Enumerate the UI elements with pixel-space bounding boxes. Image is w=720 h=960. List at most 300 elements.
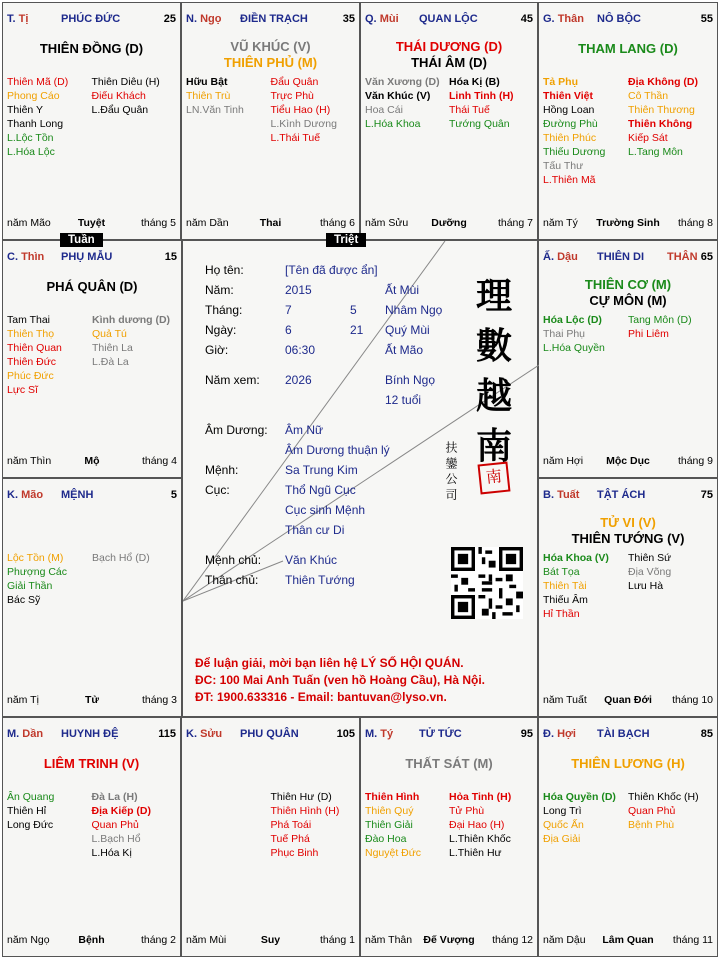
minor-stars [543,313,713,355]
minor-star: Thiên Khốc (H) [628,791,699,803]
palace-dan[interactable] [2,717,181,957]
main-star: PHÁ QUÂN (D) [46,279,138,294]
palace-month: tháng 7 [497,217,533,229]
cuc-3: Thân cư Di [285,523,345,537]
life-stage: Đế Vượng [423,934,475,946]
palace-month: tháng 9 [677,455,713,467]
minor-stars [186,75,355,145]
minor-star: Tiểu Hao (H) [270,104,331,116]
minor-star: Phúc Đức [7,370,54,382]
minor-star: Giải Thần [7,580,53,592]
star-column-right [449,75,533,131]
palace-age: 5 [170,489,177,501]
star-column-left [365,790,449,860]
logo-char-2: 數 [475,325,512,367]
name-label: Họ tên: [205,263,244,277]
minor-star: Hóa Kị (B) [449,76,500,88]
palace-header [543,728,713,742]
palace-header [186,13,355,27]
day-label: Ngày: [205,323,237,337]
palace-name: TÀI BẠCH [597,728,650,740]
palace-age: 55 [700,13,713,25]
earthly-branch: Tuất [557,489,580,501]
minor-star: Tang Môn (D) [628,314,692,326]
palace-header [365,728,533,742]
minor-star: Linh Tinh (H) [449,90,514,102]
cuc-2: Cục sinh Mệnh [285,503,366,517]
minor-star: L.Thiên Khốc [449,833,511,845]
minor-star: Tả Phụ [543,76,579,88]
minor-stars [543,75,713,187]
year-label: Năm: [205,283,234,297]
palace-month: tháng 8 [677,217,713,229]
minor-star: LN.Văn Tinh [186,104,244,116]
minor-star: Thanh Long [7,118,64,130]
day-lunar: Quý Mùi [385,323,430,337]
palace-month: tháng 11 [672,934,713,946]
minor-star: L.Đà La [92,356,129,368]
minor-star: Thiên Phúc [543,132,597,144]
palace-thin[interactable] [2,240,182,478]
palace-month: tháng 3 [141,694,177,706]
minor-star: Bát Tọa [543,566,580,578]
minor-star: Địa Võng [628,566,672,578]
menh-value: Sa Trung Kim [285,463,358,477]
palace-month: tháng 12 [492,934,533,946]
minor-star: Thiên Sứ [628,552,672,564]
palace-footer [7,455,177,469]
contact-footer [195,655,485,706]
minor-star: Thai Phụ [543,328,586,340]
minor-stars [7,313,177,397]
main-star: THIÊN CƠ (M) [584,277,672,292]
heavenly-stem: T. [7,13,16,25]
minor-star: Hồng Loan [543,104,595,116]
life-stage: Thai [259,217,282,229]
heavenly-stem: G. [543,13,555,25]
palace-ti[interactable] [360,717,538,957]
contact-line-3: ĐT: 1900.633316 - Email: bantuvan@lyso.vn. [195,690,447,704]
life-stage: Dưỡng [431,217,467,229]
minor-star: Thiên Thương [628,104,695,116]
minor-stars [543,551,713,621]
earthly-branch: Thân [557,13,584,25]
minor-star: Thiên Thọ [7,328,55,340]
star-column-left [365,75,449,131]
minor-star: Thiên Tài [543,580,587,592]
palace-header [543,489,713,503]
minor-star: Thái Tuế [449,104,490,116]
earthly-branch: Hợi [557,728,576,740]
minor-star: L.Đẩu Quân [91,104,149,116]
minor-star: L.Hóa Khoa [365,118,421,130]
minor-star: Thiên Hư (D) [270,791,332,803]
star-column-left [543,551,628,621]
minor-star: Thiên Quý [365,805,414,817]
red-seal-icon: 南 [478,462,511,495]
star-column-left [543,75,628,187]
minor-star: Kình dương (D) [92,314,171,326]
minor-star: L.Kình Dương [270,118,337,130]
minor-stars [365,75,533,131]
palace-header [7,13,176,27]
heavenly-stem: Q. [365,13,377,25]
palace-age: 115 [158,728,176,740]
minor-star: L.Thiên Mã [543,174,596,186]
palace-month: tháng 2 [140,934,176,946]
minor-star: Hoa Cái [365,104,403,116]
center-info-panel [182,240,538,717]
palace-header [7,251,177,265]
minor-star: Đường Phù [543,118,598,130]
main-star: THÁI ÂM (D) [411,55,487,70]
minor-star: Thiên Giải [365,819,413,831]
minor-star: Hóa Lộc (D) [543,314,602,326]
minor-star: Hỏa Tinh (H) [449,791,512,803]
minor-star: L.Thiên Hư [449,847,502,859]
palace-tuat[interactable] [538,478,718,717]
minor-star: Thiên Hình (H) [270,805,340,817]
heavenly-stem: M. [7,728,20,740]
palace-year: năm Tý [543,217,578,229]
palace-mui[interactable] [360,2,538,240]
palace-header [186,728,355,742]
qr-code-icon[interactable] [451,547,523,619]
earthly-branch: Ngọ [200,13,222,25]
minor-star: Quốc Ấn [543,819,584,831]
logo-char-3: 越 [475,375,512,417]
palace-age: 15 [164,251,177,263]
contact-line-2: ĐC: 100 Mai Anh Tuấn (ven hồ Hoàng Cầu), Hà Nội. [195,673,486,687]
minor-star: Đại Hao (H) [449,819,505,831]
minor-star: Thiên Mã (D) [7,76,69,88]
year-solar: 2015 [285,283,312,297]
palace-footer [365,934,533,948]
life-stage: Tuyệt [77,217,106,229]
minor-stars [543,790,713,846]
star-column-left [7,75,92,159]
minor-star: Bác Sỹ [7,594,41,606]
cuc-1: Thổ Ngũ Cục [285,483,356,497]
star-column-left [543,313,628,355]
minor-star: L.Thái Tuế [270,132,321,144]
minor-star: Hóa Quyền (D) [543,791,616,803]
menh-label: Mệnh: [205,463,239,477]
palace-year: năm Mão [7,217,51,229]
star-column-right [628,313,713,355]
life-stage: Suy [260,934,281,946]
palace-footer [543,934,713,948]
minor-star: Thiên Hỉ [7,805,47,817]
minor-star: Long Đức [7,819,54,831]
palace-header [7,728,176,742]
earthly-branch: Tị [18,13,29,25]
palace-name: ĐIỀN TRẠCH [240,13,308,25]
minor-star: L.Lộc Tồn [7,132,54,144]
palace-age: 85 [700,728,713,740]
than-chu-label: Thân chủ: [205,573,259,587]
view-year-lunar: Bính Ngọ [385,373,436,387]
minor-star: Văn Khúc (V) [365,90,431,102]
minor-star: L.Hóa Lộc [7,146,55,158]
minor-star: Thiên La [92,342,133,354]
palace-year: năm Thân [365,934,413,946]
minor-star: Phục Binh [270,847,319,859]
minor-star: Đà La (H) [91,791,138,803]
palace-month: tháng 1 [319,934,355,946]
star-column-right [628,790,713,846]
palace-age: 25 [163,13,176,25]
main-star: TỬ VI (V) [600,515,656,530]
star-column-right [92,790,177,860]
minor-star: Phong Cáo [7,90,60,102]
palace-name: PHU QUÂN [240,728,299,740]
palace-footer [186,217,355,231]
star-column-left [186,75,271,145]
palace-age: 65 [700,251,713,263]
minor-star: Địa Kiếp (D) [91,805,152,817]
heavenly-stem: C. [7,251,18,263]
contact-line-1: Để luận giải, mời bạn liên hệ LÝ SỐ HỘI QUÁN. [195,656,464,670]
minor-stars [365,790,533,860]
am-duong-label: Âm Dương: [205,423,268,437]
minor-star: Tử Phù [449,805,485,817]
minor-star: Thiên Trù [186,90,231,102]
earthly-branch: Dần [22,728,44,740]
star-column-right [92,551,177,607]
minor-star: Quả Tú [92,328,127,340]
year-lunar: Ất Mùi [385,283,420,297]
than-chu-value: Thiên Tướng [285,573,355,587]
palace-year: năm Mùi [186,934,227,946]
palace-footer [543,217,713,231]
palace-month: tháng 10 [672,694,713,706]
minor-star: Phượng Các [7,566,68,578]
palace-footer [7,217,176,231]
minor-star: Bạch Hổ (D) [92,552,150,564]
minor-star: Hóa Khoa (V) [543,552,609,564]
minor-star: Quan Phủ [91,819,139,831]
minor-star: Đẩu Quân [270,76,319,88]
main-star: THIÊN ĐỒNG (D) [39,41,144,56]
earthly-branch: Sửu [200,728,223,740]
palace-name: THIÊN DI [597,251,645,263]
star-column-right [271,790,356,860]
main-star: CỰ MÔN (M) [589,293,667,308]
main-star: VŨ KHÚC (V) [230,39,311,54]
minor-star: Địa Không (D) [628,76,698,88]
minor-star: Kiếp Sát [628,132,668,144]
main-star: THAM LANG (D) [578,41,678,56]
life-stage: Mộc Dục [606,455,650,467]
star-column-right [271,75,356,145]
palace-year: năm Tị [7,694,39,706]
palace-header [543,13,713,27]
logo-char-4: 南 [475,425,512,467]
earthly-branch: Tý [380,728,394,740]
main-star: THẤT SÁT (M) [405,756,493,771]
minor-star: L.Bạch Hổ [91,833,141,845]
palace-suu[interactable] [181,717,360,957]
minor-star: L.Tang Môn [628,146,683,158]
hour-label: Giờ: [205,343,229,357]
palace-dau[interactable] [538,240,718,478]
main-star: LIÊM TRINH (V) [43,756,140,771]
hour-solar: 06:30 [285,343,316,357]
palace-ty[interactable] [2,2,181,240]
minor-star: Ân Quang [7,791,55,803]
minor-star: Lực Sĩ [7,384,38,396]
palace-age: 45 [520,13,533,25]
day-solar: 6 [285,323,292,337]
minor-star: Thiên Quan [7,342,62,354]
main-star: THIÊN PHỦ (M) [223,55,318,70]
star-column-left [7,790,92,860]
palace-than[interactable] [538,2,718,240]
minor-star: Hữu Bật [186,76,228,88]
palace-footer [7,934,176,948]
palace-footer [186,934,355,948]
palace-age: 35 [342,13,355,25]
palace-year: năm Hợi [543,455,584,467]
view-year-label: Năm xem: [205,373,260,387]
minor-star: L.Hóa Kị [91,847,132,859]
life-stage: Quan Đới [604,694,652,706]
palace-name: TỬ TỨC [419,728,462,740]
tuan-tag: Tuần [60,233,103,247]
palace-age: 105 [336,728,355,740]
palace-mao[interactable] [2,478,182,717]
earthly-branch: Dậu [557,251,578,263]
name-value: [Tên đã được ẩn] [285,263,378,277]
star-column-right [628,75,713,187]
earthly-branch: Thìn [21,251,45,263]
menh-chu-label: Mệnh chủ: [205,553,262,567]
minor-star: Hỉ Thần [543,608,580,620]
minor-star: Thiên Không [628,118,693,130]
life-stage: Tử [84,694,100,706]
palace-year: năm Tuất [543,694,587,706]
menh-chu-value: Văn Khúc [285,553,338,567]
palace-name: NÔ BỘC [597,13,641,25]
star-column-left [7,313,92,397]
minor-star: Địa Giải [543,833,581,845]
main-star: THÁI DƯƠNG (D) [395,39,503,54]
palace-footer [365,217,533,231]
palace-year: năm Dần [186,217,229,229]
minor-star: Thiếu Âm [543,594,588,606]
heavenly-stem: Đ. [543,728,554,740]
heavenly-stem: B. [543,489,554,501]
palace-header [365,13,533,27]
triet-tag: Triệt [326,233,366,247]
palace-year: năm Thìn [7,455,52,467]
calligraphy-logo [469,271,519,471]
heavenly-stem: M. [365,728,378,740]
am-duong-2: Âm Dương thuận lý [285,443,390,457]
logo-char-1: 理 [475,275,512,317]
palace-ngo[interactable] [181,2,360,240]
star-column-right [92,75,177,159]
minor-star: Tuế Phá [270,833,310,845]
palace-age: 95 [520,728,533,740]
minor-star: Quan Phủ [628,805,676,817]
palace-year: năm Sửu [365,217,409,229]
minor-star: Tướng Quân [449,118,510,130]
month-solar: 7 [285,303,292,317]
life-stage: Trường Sinh [596,217,660,229]
minor-star: Đào Hoa [365,833,407,845]
palace-name: QUAN LỘC [419,13,478,25]
earthly-branch: Mùi [379,13,399,25]
seal-text: 扶 鑾 公 司 [444,441,458,501]
palace-footer [7,694,177,708]
minor-star: Cô Thần [628,90,669,102]
palace-footer [543,455,713,469]
palace-name: PHỤ MẪU [61,251,113,263]
view-year: 2026 [285,373,312,387]
am-duong-1: Âm Nữ [285,423,324,437]
day-lunar-num: 21 [350,323,364,337]
minor-star: Thiên Y [7,104,43,116]
star-column-left [186,790,271,860]
life-stage: Lâm Quan [602,934,654,946]
minor-stars [7,75,176,159]
heavenly-stem: K. [186,728,197,740]
minor-star: Tấu Thư [543,160,584,172]
star-column-left [543,790,628,846]
main-star: THIÊN LƯƠNG (H) [571,756,685,771]
palace-hoi[interactable] [538,717,718,957]
minor-star: Phi Liêm [628,328,669,340]
life-stage: Bệnh [78,934,105,946]
star-column-right [449,790,533,860]
heavenly-stem: K. [7,489,18,501]
hour-lunar: Ất Mão [385,343,424,357]
minor-star: Lộc Tồn (M) [7,552,64,564]
minor-star: Thiên Hình [365,791,420,803]
palace-footer [543,694,713,708]
minor-star: Thiên Việt [543,90,593,102]
cuc-label: Cục: [205,483,230,497]
main-star: THIÊN TƯỚNG (V) [571,531,685,546]
minor-star: Trực Phù [270,90,314,102]
heavenly-stem: N. [186,13,197,25]
age-value: 12 tuổi [385,393,422,407]
minor-stars [7,551,177,607]
minor-stars [186,790,355,860]
palace-name: MỆNH [61,489,94,501]
palace-age: 75 [700,489,713,501]
palace-header [7,489,177,503]
life-stage: Mộ [84,455,100,467]
minor-star: Thiên Diêu (H) [91,76,160,88]
minor-star: Văn Xương (D) [365,76,440,88]
minor-star: Điếu Khách [91,90,146,102]
palace-name: TẬT ÁCH [597,489,646,501]
month-lunar: Nhâm Ngọ [385,303,443,317]
palace-year: năm Dậu [543,934,586,946]
minor-stars [7,790,176,860]
minor-star: Long Trì [543,805,582,817]
palace-name: HUYNH ĐỆ [61,728,119,740]
palace-month: tháng 6 [319,217,355,229]
palace-month: tháng 5 [140,217,176,229]
heavenly-stem: Ấ. [543,251,554,263]
palace-name: PHÚC ĐỨC [61,13,121,25]
month-lunar-num: 5 [350,303,357,317]
earthly-branch: Mão [21,489,44,501]
